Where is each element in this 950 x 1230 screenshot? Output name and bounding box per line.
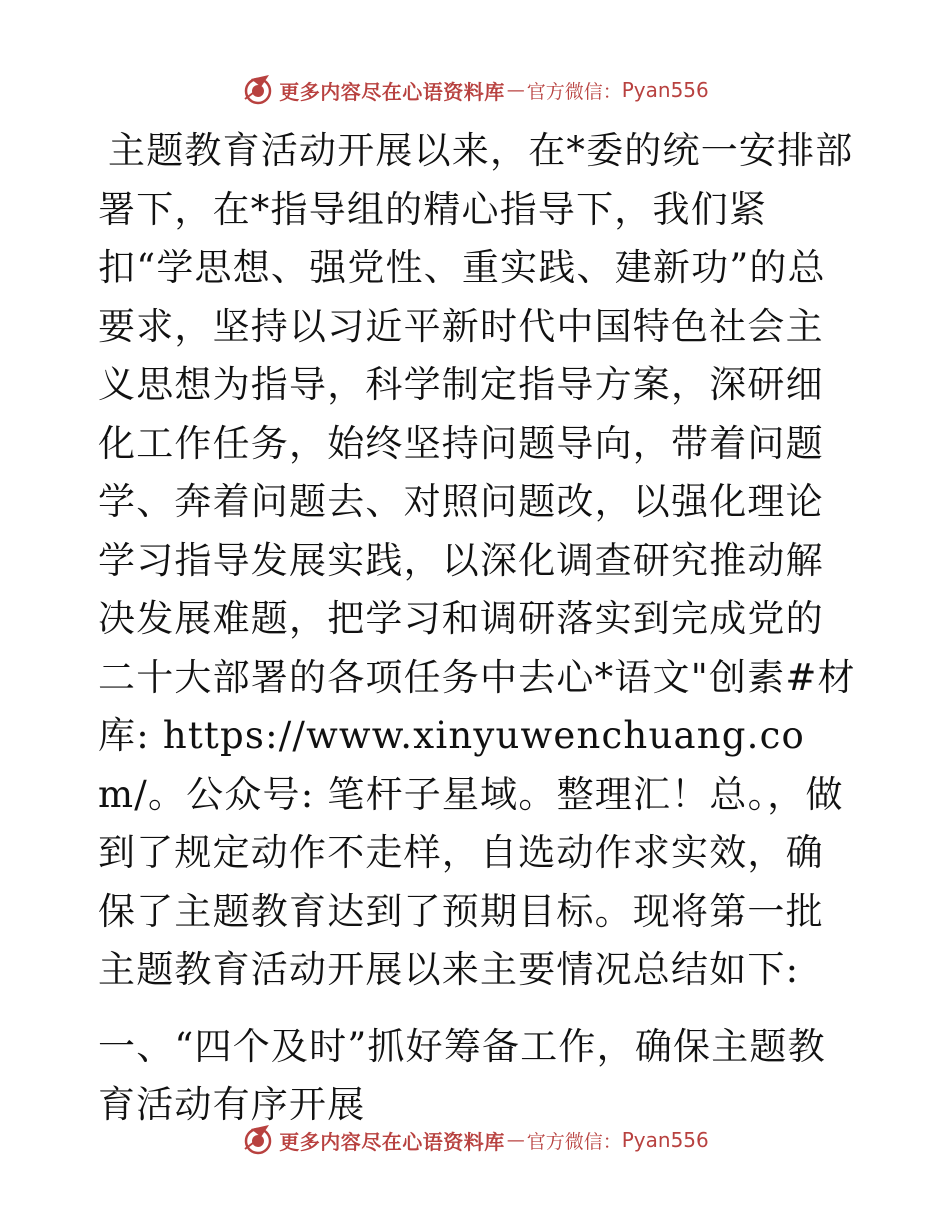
section-heading-text: 一、“四个及时”抓好筹备工作，确保主题教育活动有序开展 [98, 1024, 826, 1126]
header-site-text: 更多内容尽在心语资料库 [279, 79, 505, 104]
intro-paragraph [98, 122, 858, 1000]
footer-wechat-label: 官方微信： [526, 1130, 622, 1153]
section-heading [98, 1018, 858, 1135]
header-watermark [0, 70, 950, 110]
header-dash: — [506, 79, 525, 101]
quill-pen-logo-icon [241, 73, 275, 107]
header-wechat-label: 官方微信： [526, 80, 622, 103]
footer-dash: — [506, 1129, 525, 1151]
quill-pen-logo-icon [241, 1123, 275, 1157]
intro-paragraph-text: 主题教育活动开展以来，在*委的统一安排部署下，在*指导组的精心指导下，我们紧扣“学思想、强党性、重实践、建新功”的总要求，坚持以习近平新时代中国特色社会主义思想为指导，科学制定指导方案，深研细化工作任务，始终坚持问题导向，带着问题学、奔着问题去、对照问题改，以强化理论学习指导发展实践，以深化调查研究推动解决发展难题，把学习和调研落实到完成党的二十大部署的各项任务中去心*语文"创素#材库: https://www.xinyuwenchuang.com/。公众号: 笔杆子星域。整理汇！总。，做到了规定动作不走样，自选动作求实效，确保了主题教育达到了预期目标。现将第一批主题教育活动开展以来主要情况总结如下: [98, 129, 856, 991]
document-body [98, 122, 858, 1135]
header-wechat-id: Pyan556 [621, 78, 709, 102]
footer-site-text: 更多内容尽在心语资料库 [279, 1129, 505, 1154]
footer-wechat-id: Pyan556 [621, 1128, 709, 1152]
footer-watermark [0, 1120, 950, 1160]
